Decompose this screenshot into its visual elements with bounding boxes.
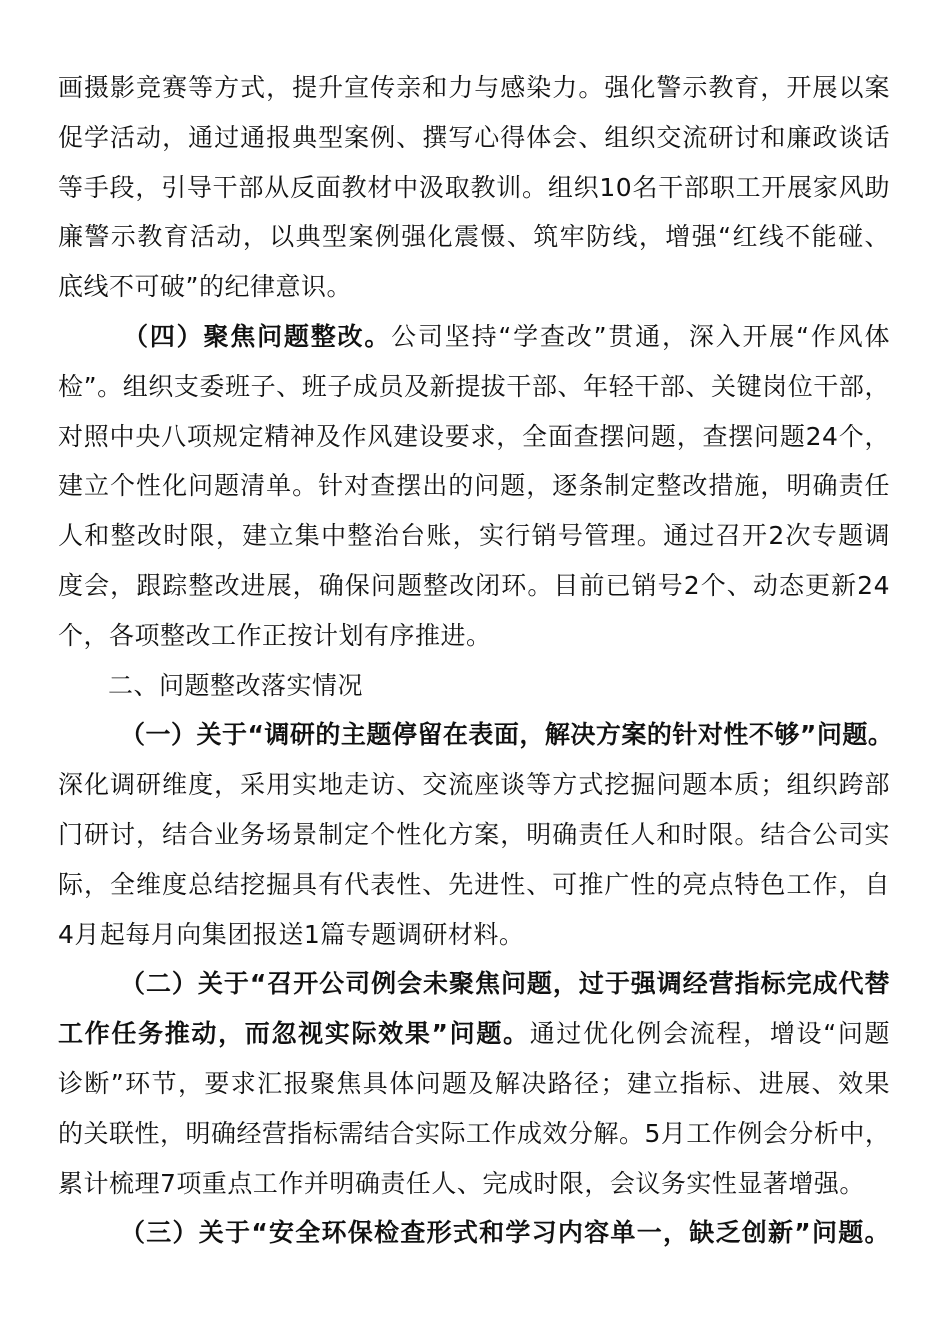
bold-heading-text: （二）关于“召开公司例会未聚焦问题，过于强调经营指标完成代替 — [120, 969, 890, 999]
text-line — [58, 611, 890, 661]
paragraph — [58, 312, 890, 661]
bold-heading-text: （四）聚焦问题整改。 — [123, 321, 392, 351]
body-text: 4月起每月向集团报送1篇专题调研材料。 — [58, 919, 525, 949]
text-line — [58, 1059, 890, 1109]
bold-heading-text: （一）关于“调研的主题停留在表面，解决方案的针对性不够”问题。 — [120, 720, 894, 750]
text-line — [58, 710, 894, 760]
text-line — [58, 163, 890, 213]
paragraph — [58, 710, 894, 959]
body-text: 深化调研维度，采用实地走访、交流座谈等方式挖掘问题本质；组织跨部 — [58, 770, 890, 800]
body-text: 门研讨，结合业务场景制定个性化方案，明确责任人和时限。结合公司实 — [58, 819, 890, 849]
body-text: 画摄影竞赛等方式，提升宣传亲和力与感染力。强化警示教育，开展以案 — [58, 73, 890, 102]
text-line — [58, 959, 890, 1009]
body-text: 底线不可破”的纪律意识。 — [58, 272, 352, 302]
text-line — [58, 661, 890, 711]
text-line — [58, 1208, 890, 1258]
body-text: 通过优化例会流程，增设“问题 — [529, 1019, 891, 1049]
body-text: 的关联性，明确经营指标需结合实际工作成效分解。5月工作例会分析中， — [58, 1118, 891, 1148]
text-line — [58, 461, 890, 511]
text-line — [58, 511, 890, 561]
text-line — [58, 910, 890, 960]
body-text: 建立个性化问题清单。针对查摆出的问题，逐条制定整改措施，明确责任 — [58, 471, 890, 501]
text-line — [58, 63, 890, 113]
text-line — [58, 860, 890, 910]
body-text: 等手段，引导干部从反面教材中汲取教训。组织10名干部职工开展家风助 — [58, 172, 890, 202]
text-line — [58, 561, 890, 611]
document-body — [58, 63, 894, 1258]
text-line — [58, 212, 890, 262]
body-text: 人和整改时限，建立集中整治台账，实行销号管理。通过召开2次专题调 — [58, 521, 890, 551]
body-text: 对照中央八项规定精神及作风建设要求，全面查摆问题，查摆问题24个， — [58, 421, 890, 451]
text-line — [58, 1109, 890, 1159]
body-text: 诊断”环节，要求汇报聚焦具体问题及解决路径；建立指标、进展、效果 — [58, 1068, 890, 1098]
body-text: 际，全维度总结挖掘具有代表性、先进性、可推广性的亮点特色工作，自 — [58, 869, 890, 899]
text-line — [58, 1159, 890, 1209]
text-line — [58, 362, 890, 412]
body-text: 个，各项整改工作正按计划有序推进。 — [58, 620, 492, 650]
body-text: 公司坚持“学查改”贯通，深入开展“作风体 — [391, 321, 890, 351]
text-line — [58, 312, 890, 362]
paragraph — [58, 959, 890, 1208]
text-line — [58, 262, 890, 312]
bold-heading-text: （三）关于“安全环保检查形式和学习内容单一，缺乏创新”问题。 — [120, 1218, 890, 1248]
text-line — [58, 1009, 890, 1059]
body-text: 廉警示教育活动，以典型案例强化震慑、筑牢防线，增强“红线不能碰、 — [58, 222, 890, 252]
body-text: 累计梳理7项重点工作并明确责任人、完成时限，会议务实性显著增强。 — [58, 1168, 865, 1198]
body-text: 检”。组织支委班子、班子成员及新提拔干部、年轻干部、关键岗位干部， — [58, 371, 890, 401]
text-line — [58, 412, 890, 462]
body-text: 促学活动，通过通报典型案例、撰写心得体会、组织交流研讨和廉政谈话 — [58, 122, 890, 152]
section-heading — [58, 661, 890, 711]
text-line — [58, 810, 890, 860]
body-text: 二、问题整改落实情况 — [108, 670, 364, 700]
paragraph — [58, 63, 890, 312]
bold-heading-text: 工作任务推动，而忽视实际效果”问题。 — [58, 1019, 530, 1049]
text-line — [58, 113, 890, 163]
paragraph — [58, 1208, 890, 1258]
body-text: 度会，跟踪整改进展，确保问题整改闭环。目前已销号2个、动态更新24 — [58, 570, 890, 600]
text-line — [58, 760, 890, 810]
